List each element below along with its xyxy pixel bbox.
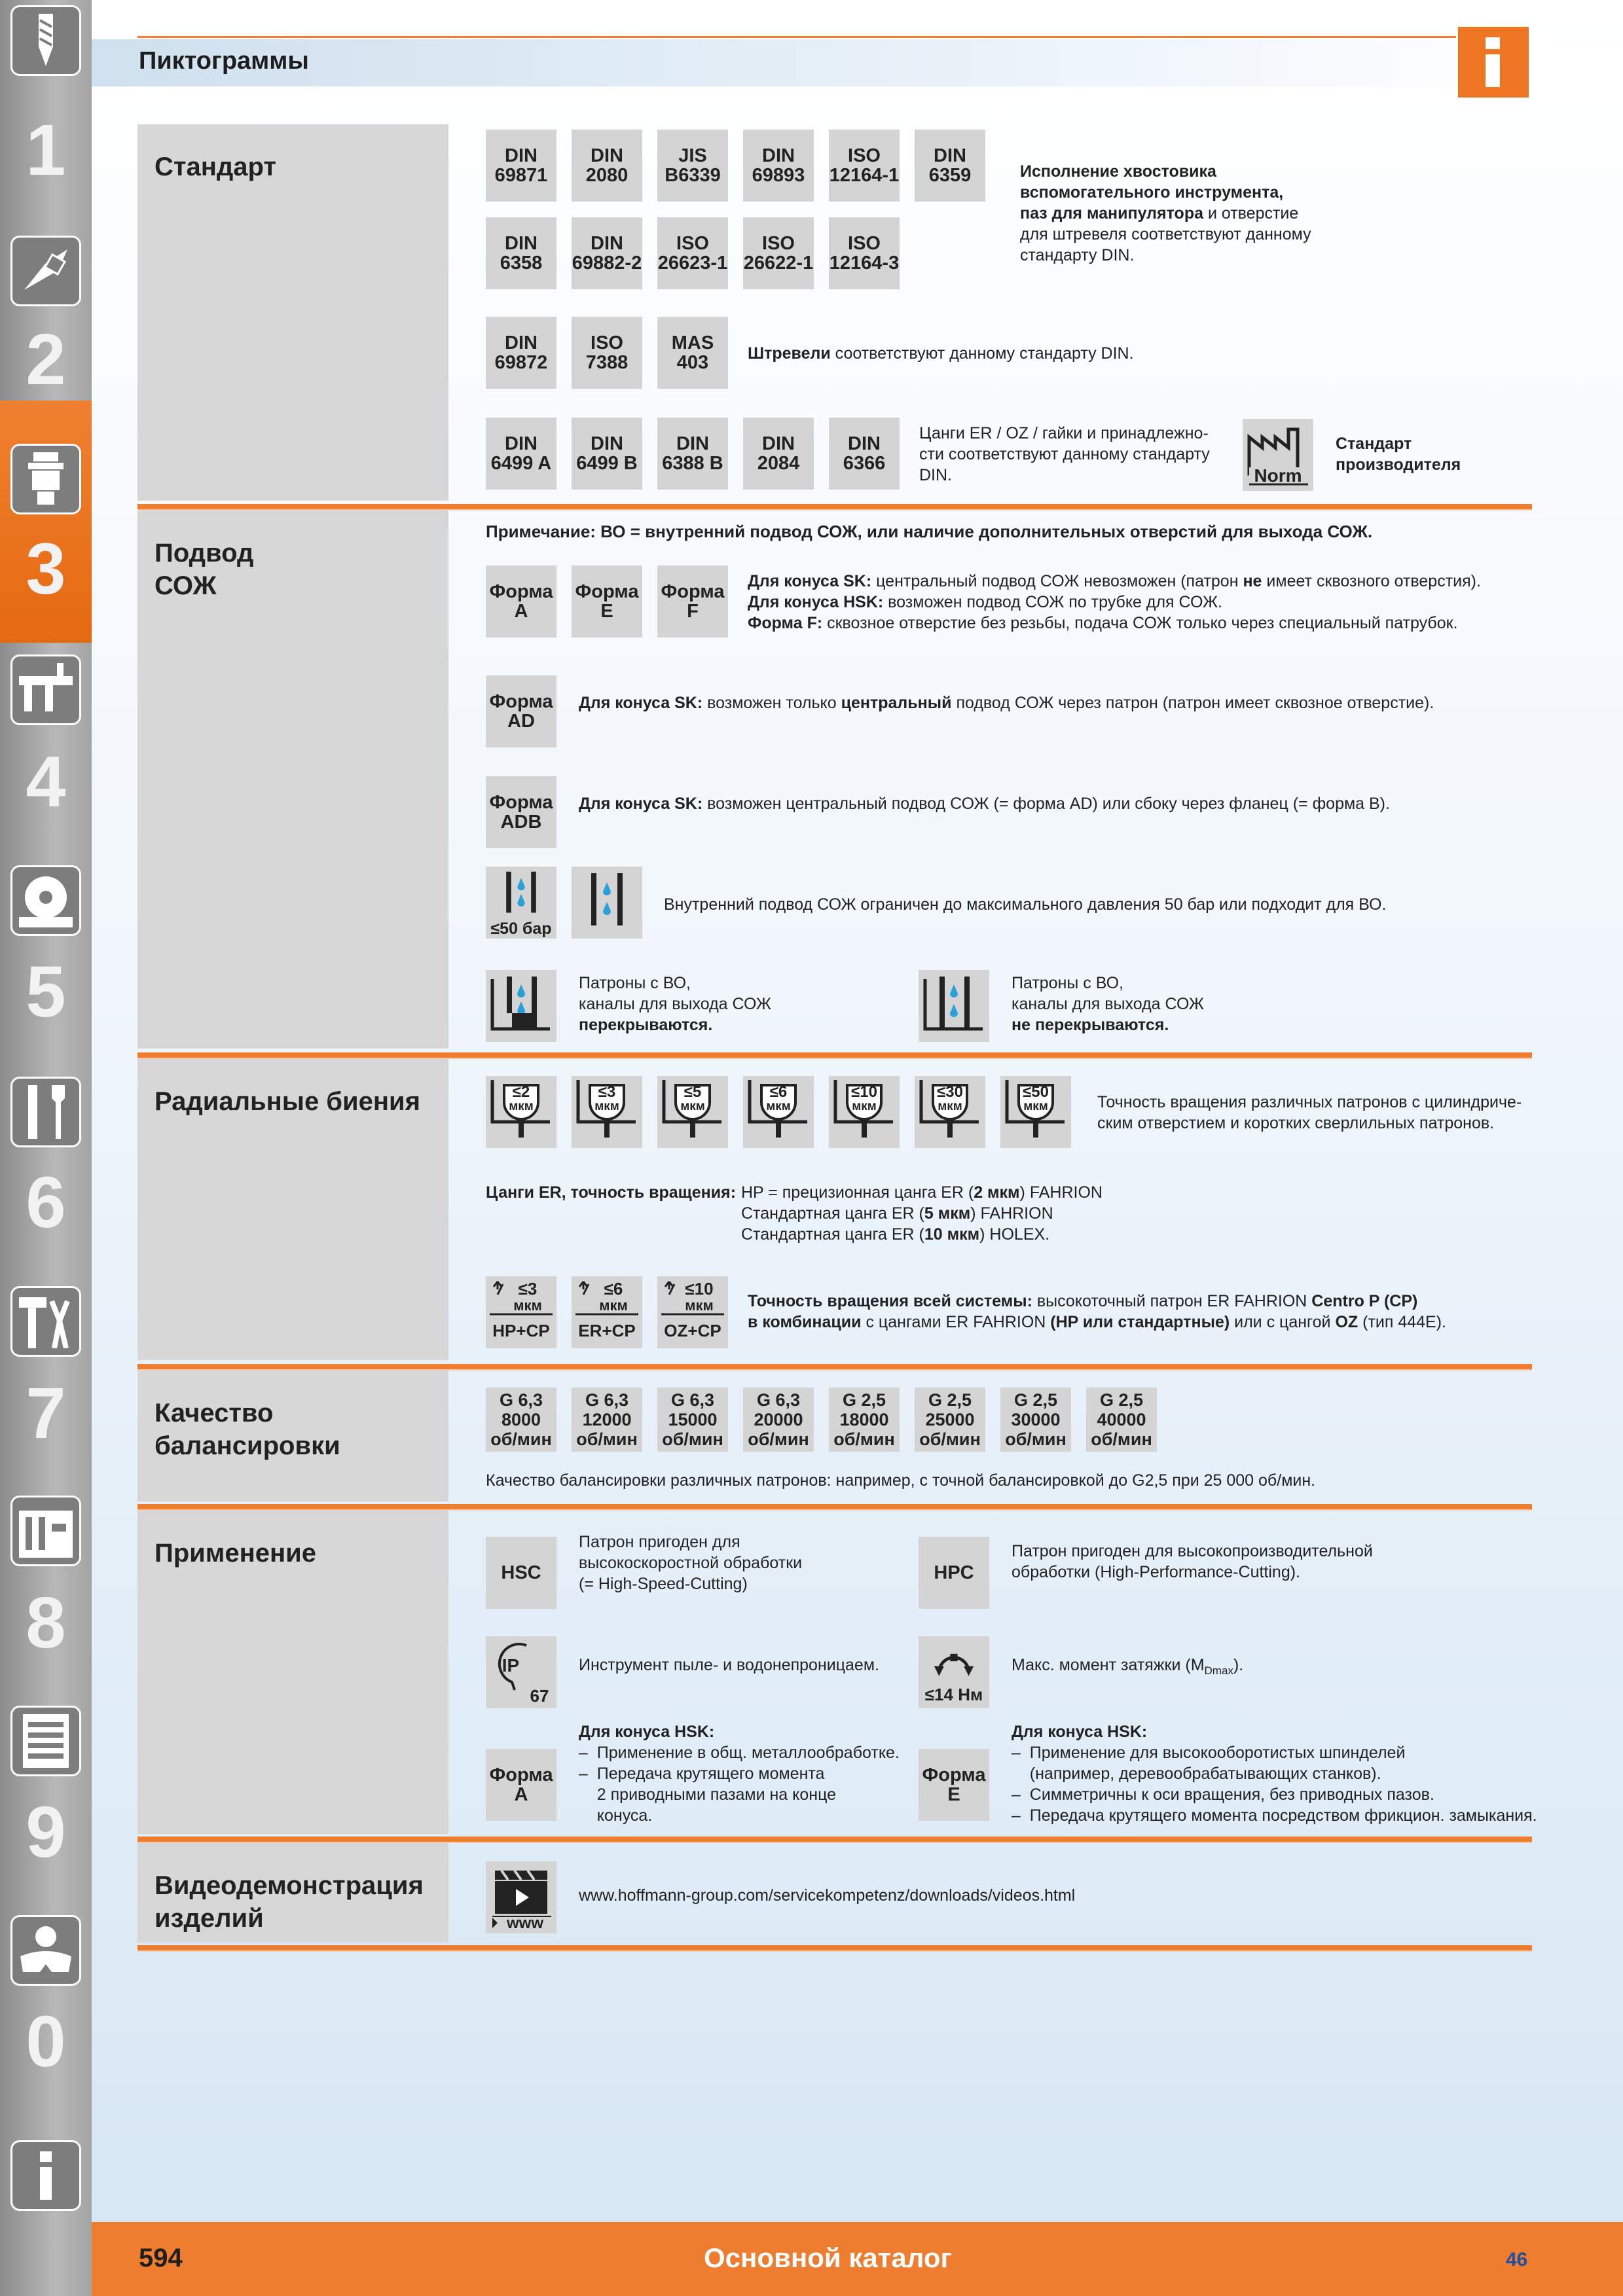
tool-holder-icon[interactable] (10, 444, 81, 514)
balance-unit: об/мин (490, 1429, 552, 1449)
section-separator (137, 1364, 1532, 1371)
balance-quality-icon (657, 1388, 728, 1452)
form-e-description: Для конуса HSK: – Применение для высокооборотистых шпинделей (например, деревообрабатывающих станков). – Симметричны к оси вращения, без приводных пазов. – Передача крутящего момента посредством фрикцион. замыкания. (1012, 1723, 1537, 1825)
runout-value: ≤3 (598, 1083, 616, 1101)
norm-label: Norm (1254, 465, 1302, 486)
coolant-form-a: Форма A (486, 565, 556, 637)
video-url[interactable]: www.hoffmann-group.com/servicekompetenz/downloads/videos.html (579, 1886, 1076, 1905)
balance-unit: об/мин (833, 1429, 895, 1449)
balance-quality-icon (829, 1388, 900, 1452)
runout-unit: мкм (509, 1100, 534, 1113)
balance-rpm: 30000 (1011, 1410, 1061, 1429)
system-runout-value: ≤10 (685, 1279, 714, 1299)
balance-grade: G 2,5 (1099, 1390, 1144, 1410)
standard-din-69893: DIN 69893 (743, 130, 814, 202)
chapter-number-0[interactable]: 0 (26, 2001, 66, 2082)
section-video-label: Видеодемонстрация изделий (155, 1871, 424, 1933)
section-separator (137, 504, 1532, 511)
er-collet-label: Цанги ER, точность вращения: (486, 1183, 737, 1202)
system-runout-unit: мкм (599, 1297, 628, 1314)
system-runout-icon (657, 1276, 728, 1348)
coolant-channels-open-icon (919, 970, 989, 1042)
chapter-number-2[interactable]: 2 (26, 319, 66, 400)
section-balance (137, 1371, 448, 1501)
system-runout-icon (572, 1276, 642, 1348)
coolant-pressure-text: Внутренний подвод СОЖ ограничен до максимального давления 50 бар или подходит для ВО. (664, 895, 1387, 914)
standard-din-2084: DIN 2084 (743, 418, 814, 490)
runout-icon (572, 1076, 642, 1148)
safety-goggles-icon[interactable] (10, 1915, 81, 1986)
torque-icon (919, 1636, 989, 1708)
coolant-channels-closed-icon (486, 970, 556, 1042)
chapter-number-5[interactable]: 5 (26, 952, 66, 1032)
standard-din-6388b: DIN 6388 B (657, 418, 728, 490)
hand-tools-icon[interactable] (10, 1077, 81, 1147)
page-code: 46 (1506, 2249, 1528, 2270)
balance-quality-icon (743, 1388, 814, 1452)
chapter-number-4[interactable]: 4 (26, 742, 66, 822)
coolant-form-f: Форма F (657, 565, 728, 637)
balance-grade: G 2,5 (928, 1390, 972, 1410)
balance-rpm: 8000 (501, 1410, 541, 1429)
catalog-title: Основной каталог (704, 2242, 952, 2273)
balance-unit: об/мин (919, 1429, 981, 1449)
form-a-description: Для конуса HSK: – Применение в общ. металлообработке. – Передача крутящего момента 2 приводными пазами на конце конуса. (579, 1723, 900, 1825)
balance-grade: G 6,3 (670, 1390, 715, 1410)
chapter-sidebar (0, 0, 92, 2296)
runout-icon (829, 1076, 900, 1148)
runout-icon (915, 1076, 985, 1148)
runout-icon (1000, 1076, 1071, 1148)
insert-icon[interactable] (10, 236, 81, 306)
video-clapper-icon[interactable] (486, 1861, 556, 1933)
runout-value: ≤50 (1023, 1083, 1049, 1101)
factory-norm-icon (1243, 419, 1313, 491)
coolant-through-icon (572, 867, 642, 939)
standard-din-69882-2: DIN 69882-2 (572, 217, 642, 289)
torque-text: Макс. момент затяжки $(M_{Dmax})$. (1012, 1656, 1244, 1677)
shank-standard-text: Исполнение хвостовика вспомогательного инструмента, паз для манипулятора и отверстие для штревеля соответствуют данному стандарту DIN. (1020, 162, 1311, 264)
coolant-pressure-icon (486, 867, 556, 939)
balance-grade: G 6,3 (756, 1390, 801, 1410)
hpc-text: Патрон пригоден для высокопроизводительной обработки (High-Performance-Cutting). (1012, 1542, 1373, 1581)
system-runout-unit: мкм (685, 1297, 714, 1314)
standard-iso-12164-1: ISO 12164-1 (829, 130, 900, 202)
balance-rpm: 20000 (754, 1410, 803, 1429)
standard-iso-7388: ISO 7388 (572, 317, 642, 389)
chapter-number-7[interactable]: 7 (26, 1373, 66, 1454)
section-balance-label: Качество балансировки (155, 1399, 340, 1460)
www-label: www (506, 1914, 544, 1932)
runout-unit: мкм (852, 1100, 877, 1113)
runout-unit: мкм (680, 1100, 705, 1113)
drill-icon[interactable] (10, 5, 81, 76)
runout-unit: мкм (594, 1100, 619, 1113)
section-separator (137, 1504, 1532, 1511)
hsc-icon: HSC (486, 1537, 556, 1609)
maker-standard-text: Стандарт производителя (1336, 435, 1461, 474)
section-standard (137, 124, 448, 501)
system-combo-label: ER+CP (578, 1321, 636, 1340)
balance-rpm: 25000 (925, 1410, 975, 1429)
runout-value: ≤30 (937, 1083, 963, 1101)
standard-din-69872: DIN 69872 (486, 317, 556, 389)
coolant-closed-text: Патроны с ВО, каналы для выхода СОЖ перекрываются. (579, 974, 772, 1034)
chapter-number-1[interactable]: 1 (26, 110, 66, 190)
standard-din-6358: DIN 6358 (486, 217, 556, 289)
hsc-text: Патрон пригоден для высокоскоростной обработки (= High-Speed-Cutting) (579, 1533, 803, 1593)
coolant-note: Примечание: ВО = внутренний подвод СОЖ, или наличие дополнительных отверстий для выхода СОЖ. (486, 522, 1373, 541)
coolant-ad-text: Для конуса SK: возможен только центральный подвод СОЖ через патрон (патрон имеет сквозное отверстие). (579, 694, 1434, 712)
section-application-label: Применение (155, 1539, 317, 1568)
balance-grade: G 6,3 (499, 1390, 543, 1410)
balance-rpm: 12000 (582, 1410, 632, 1429)
caliper-icon[interactable] (10, 655, 81, 725)
hpc-icon: HPC (919, 1537, 989, 1609)
balance-grade: G 2,5 (842, 1390, 886, 1410)
info-chapter-icon[interactable] (10, 2140, 81, 2211)
standard-iso-12164-3: ISO 12164-3 (829, 217, 900, 289)
section-runout (137, 1059, 448, 1360)
section-separator (137, 1837, 1532, 1843)
standard-jis-b6339: JIS B6339 (657, 130, 728, 202)
torque-label: ≤14 Нм (924, 1685, 983, 1704)
standard-din-69871: DIN 69871 (486, 130, 556, 202)
coolant-form-e: Форма E (572, 565, 642, 637)
section-application (137, 1511, 448, 1834)
coolant-form-ad: Форма AD (486, 675, 556, 747)
hammer-pliers-icon[interactable] (10, 1286, 81, 1357)
system-runout-unit: мкм (513, 1297, 542, 1314)
coolant-adb-text: Для конуса SK: возможен центральный подвод СОЖ (= форма AD) или сбоку через фланец (= форма B). (579, 795, 1390, 813)
runout-icon (486, 1076, 556, 1148)
chapter-number-9[interactable]: 9 (26, 1792, 66, 1873)
section-coolant (137, 511, 448, 1049)
chapter-number-6[interactable]: 6 (26, 1162, 66, 1243)
pull-stud-text: Штревели соответствуют данному стандарту DIN. (748, 344, 1134, 363)
balance-quality-icon (572, 1388, 642, 1452)
ip67-text: Инструмент пыле- и водонепроницаем. (579, 1656, 879, 1674)
pressure-label: ≤50 бар (490, 920, 552, 938)
section-coolant-label: Подвод СОЖ (155, 539, 254, 600)
header-rule (137, 36, 1529, 38)
info-icon (1456, 25, 1531, 99)
tool-case-icon[interactable] (10, 1496, 81, 1566)
section-video (137, 1843, 448, 1943)
collet-standard-text: Цанги ER / OZ / гайки и принадлежно- сти соответствуют данному стандарту DIN. (919, 424, 1210, 484)
balance-rpm: 18000 (839, 1410, 889, 1429)
standard-din-6499b: DIN 6499 B (572, 418, 642, 490)
standard-mas-403: MAS 403 (657, 317, 728, 389)
standard-din-6499a: DIN 6499 A (486, 418, 556, 490)
page-title: Пиктограммы (139, 47, 309, 75)
system-runout-value: ≤6 (604, 1279, 623, 1299)
system-combo-label: HP+CP (492, 1321, 550, 1340)
runout-unit: мкм (766, 1100, 791, 1113)
runout-value: ≤6 (769, 1083, 788, 1101)
chapter-number-8[interactable]: 8 (26, 1583, 66, 1663)
runout-unit: мкм (1023, 1100, 1048, 1113)
ip-label: IP (501, 1655, 520, 1676)
system-runout-icon (486, 1276, 556, 1348)
application-form-a: Форма A (486, 1749, 556, 1821)
balance-rpm: 15000 (668, 1410, 718, 1429)
runout-value: ≤2 (512, 1083, 530, 1101)
coolant-open-text: Патроны с ВО, каналы для выхода СОЖ не перекрываются. (1012, 974, 1205, 1034)
balance-grade: G 6,3 (585, 1390, 629, 1410)
standard-iso-26623-1: ISO 26623-1 (657, 217, 728, 289)
runout-unit: мкм (938, 1100, 962, 1113)
er-collet-list: HP = прецизионная цанга ER (2 мкм) FAHRION Стандартная цанга ER (5 мкм) FAHRION Стандартная цанга ER (10 мкм) HOLEX. (741, 1183, 1103, 1244)
chapter-number-3[interactable]: 3 (26, 529, 66, 609)
balance-rpm: 40000 (1097, 1410, 1146, 1429)
runout-icon (657, 1076, 728, 1148)
section-separator (137, 1052, 1532, 1059)
ip-number: 67 (530, 1686, 549, 1706)
runout-icon (743, 1076, 814, 1148)
system-runout-value: ≤3 (518, 1279, 538, 1299)
balance-quality-icon (915, 1388, 985, 1452)
standard-din-6359: DIN 6359 (915, 130, 985, 202)
standard-iso-26622-1: ISO 26622-1 (743, 217, 814, 289)
balance-quality-icon (486, 1388, 556, 1452)
balance-quality-icon (1000, 1388, 1071, 1452)
balance-description: Качество балансировки различных патронов: например, с точной балансировкой до G2,5 при 25 000 об/мин. (486, 1471, 1316, 1490)
ip67-icon (486, 1636, 556, 1708)
balance-quality-icon (1086, 1388, 1157, 1452)
application-form-e: Форма E (919, 1749, 989, 1821)
balance-unit: об/мин (1005, 1429, 1067, 1449)
runout-value: ≤5 (684, 1083, 702, 1101)
section-standard-label: Стандарт (155, 152, 277, 181)
balance-unit: об/мин (662, 1429, 723, 1449)
coolant-form-adb: Форма ADB (486, 776, 556, 848)
balance-unit: об/мин (576, 1429, 638, 1449)
coolant-forms-text: Для конуса SK: центральный подвод СОЖ невозможен (патрон не имеет сквозного отверстия). Для конуса HSK: возможен подвод СОЖ по трубке для СОЖ. Форма F: сквозное отверстие без резьбы, подача СОЖ только через специальный патрубок. (748, 572, 1481, 632)
runout-value: ≤10 (851, 1083, 877, 1101)
balance-unit: об/мин (1091, 1429, 1152, 1449)
tool-cabinet-icon[interactable] (10, 1706, 81, 1776)
grinding-disc-icon[interactable] (10, 865, 81, 936)
standard-din-2080: DIN 2080 (572, 130, 642, 202)
page-number: 594 (139, 2244, 183, 2272)
runout-description: Точность вращения различных патронов с цилиндриче- ским отверстием и коротких сверлильных патронов. (1097, 1093, 1522, 1132)
system-runout-text: Точность вращения всей системы: высокоточный патрон ER FAHRION Centro P (CP) в комбинации с цангами ER FAHRION (HP или стандартные) или с цангой OZ (тип 444E). (748, 1292, 1446, 1331)
standard-din-6366: DIN 6366 (829, 418, 900, 490)
balance-grade: G 2,5 (1013, 1390, 1058, 1410)
section-separator (137, 1945, 1532, 1952)
system-combo-label: OZ+CP (664, 1321, 721, 1340)
section-runout-label: Радиальные биения (155, 1087, 420, 1116)
balance-unit: об/мин (748, 1429, 809, 1449)
